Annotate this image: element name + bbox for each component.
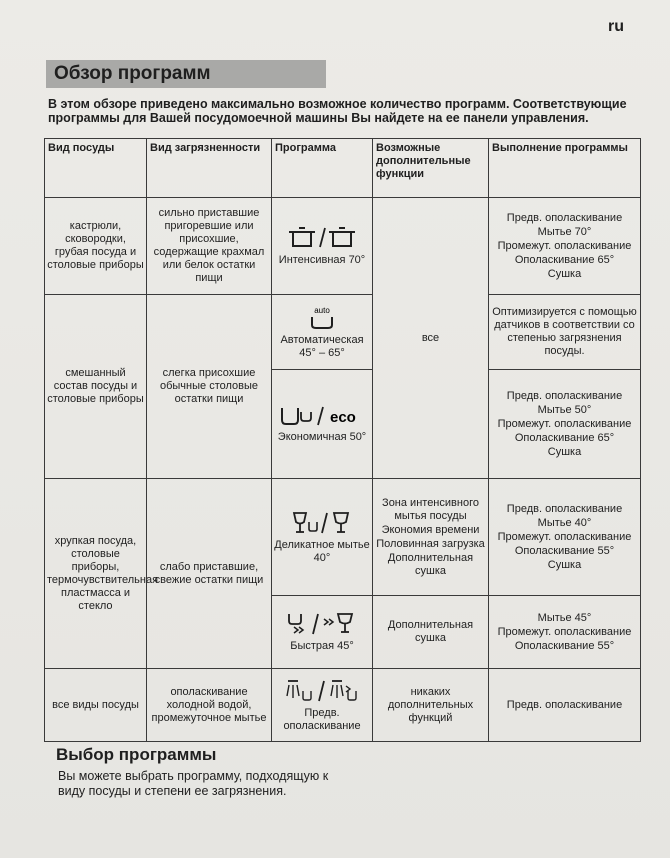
functions-cell: все xyxy=(373,198,489,479)
function-item: Половинная загрузка xyxy=(376,537,485,550)
table-row xyxy=(45,198,641,295)
functions-cell: Дополнительная сушка xyxy=(373,596,489,669)
header-program: Программа xyxy=(272,139,373,198)
steps-cell xyxy=(489,479,641,596)
step: Промежут. ополаскивание xyxy=(497,239,632,252)
program-name: Экономичная 50° xyxy=(277,431,367,443)
language-code: ru xyxy=(608,18,624,35)
table-row xyxy=(45,295,641,370)
functions-cell: никаких дополнительных функций xyxy=(373,669,489,742)
steps-cell xyxy=(489,198,641,295)
step: Ополаскивание 65° xyxy=(514,431,615,444)
program-cell xyxy=(272,370,373,479)
step: Ополаскивание 65° xyxy=(514,253,615,266)
table-row xyxy=(45,669,641,742)
eco-icon-label: eco xyxy=(330,409,356,426)
table-row xyxy=(45,479,641,596)
step: Предв. ополаскивание xyxy=(506,211,623,224)
step: Промежут. ополаскивание xyxy=(497,625,632,638)
program-cell xyxy=(272,596,373,669)
function-item: Зона интенсивного мытья посуды xyxy=(382,496,479,522)
table-header-row xyxy=(45,139,641,198)
program-cell xyxy=(272,479,373,596)
dishes-cell: хрупкая посуда, столовые приборы, термочувствительная пластмасса и стекло xyxy=(45,479,147,669)
select-program-text: Вы можете выбрать программу, подходящую к виду посуды и степени ее загрязнения. xyxy=(58,769,329,798)
eco-program-icon xyxy=(280,404,364,428)
dishes-cell: смешанный состав посуды и столовые приборы xyxy=(45,295,147,479)
program-table xyxy=(44,138,641,742)
program-cell xyxy=(272,295,373,370)
step: Мытье 50° xyxy=(537,403,592,416)
auto-program-icon xyxy=(307,305,337,331)
intro-text: В этом обзоре приведено максимально возможное количество программ. Соответствующие программы для Вашей посудомоечной машины Вы найдете на ее панели управления. xyxy=(48,97,627,125)
intensive-pot-icon xyxy=(287,225,357,251)
header-functions: Возможные дополнительные функции xyxy=(373,139,489,198)
step: Мытье 70° xyxy=(537,225,592,238)
soil-cell: ополаскивание холодной водой, промежуточное мытье xyxy=(147,669,272,742)
step: Мытье 40° xyxy=(537,516,592,529)
quick-program-icon xyxy=(286,611,358,637)
section-title: Обзор программ xyxy=(46,60,326,88)
function-item: Экономия времени xyxy=(381,523,480,536)
program-name: Автоматическая 45° – 65° xyxy=(280,333,364,359)
step: Мытье 45° xyxy=(537,611,592,624)
functions-cell xyxy=(373,479,489,596)
soil-cell: слабо приставшие, свежие остатки пищи xyxy=(147,479,272,669)
steps-cell: Оптимизируется с помощью датчиков в соответствии со степенью загрязнения посуды. xyxy=(489,295,641,370)
step: Промежут. ополаскивание xyxy=(497,417,632,430)
step: Сушка xyxy=(547,558,582,571)
header-steps: Выполнение программы xyxy=(489,139,641,198)
header-soil: Вид загрязненности xyxy=(147,139,272,198)
soil-cell: слегка присохшие обычные столовые остатки пищи xyxy=(147,295,272,479)
step: Предв. ополаскивание xyxy=(506,502,623,515)
program-cell xyxy=(272,198,373,295)
step: Ополаскивание 55° xyxy=(514,639,615,652)
delicate-glass-icon xyxy=(290,510,354,536)
steps-cell: Предв. ополаскивание xyxy=(489,669,641,742)
step: Сушка xyxy=(547,445,582,458)
function-item: Дополнительная сушка xyxy=(387,551,474,577)
dishes-cell: кастрюли, сковородки, грубая посуда и столовые приборы xyxy=(45,198,147,295)
program-name: Деликатное мытье 40° xyxy=(274,538,370,564)
auto-icon-label: auto xyxy=(314,305,330,315)
step: Сушка xyxy=(547,267,582,280)
pre-rinse-spray-icon xyxy=(284,678,360,704)
select-program-heading: Выбор программы xyxy=(56,745,217,764)
soil-cell: сильно приставшие пригоревшие или присохшие, содержащие крахмал или белок остатки пищи xyxy=(147,198,272,295)
steps-cell xyxy=(489,596,641,669)
dishes-cell: все виды посуды xyxy=(45,669,147,742)
steps-cell xyxy=(489,370,641,479)
step: Промежут. ополаскивание xyxy=(497,530,632,543)
step: Ополаскивание 55° xyxy=(514,544,615,557)
program-cell xyxy=(272,669,373,742)
step: Предв. ополаскивание xyxy=(506,389,623,402)
program-name: Быстрая 45° xyxy=(290,640,354,652)
header-dishes: Вид посуды xyxy=(45,139,147,198)
program-name: Предв. ополаскивание xyxy=(283,706,361,732)
program-name: Интенсивная 70° xyxy=(278,254,366,266)
